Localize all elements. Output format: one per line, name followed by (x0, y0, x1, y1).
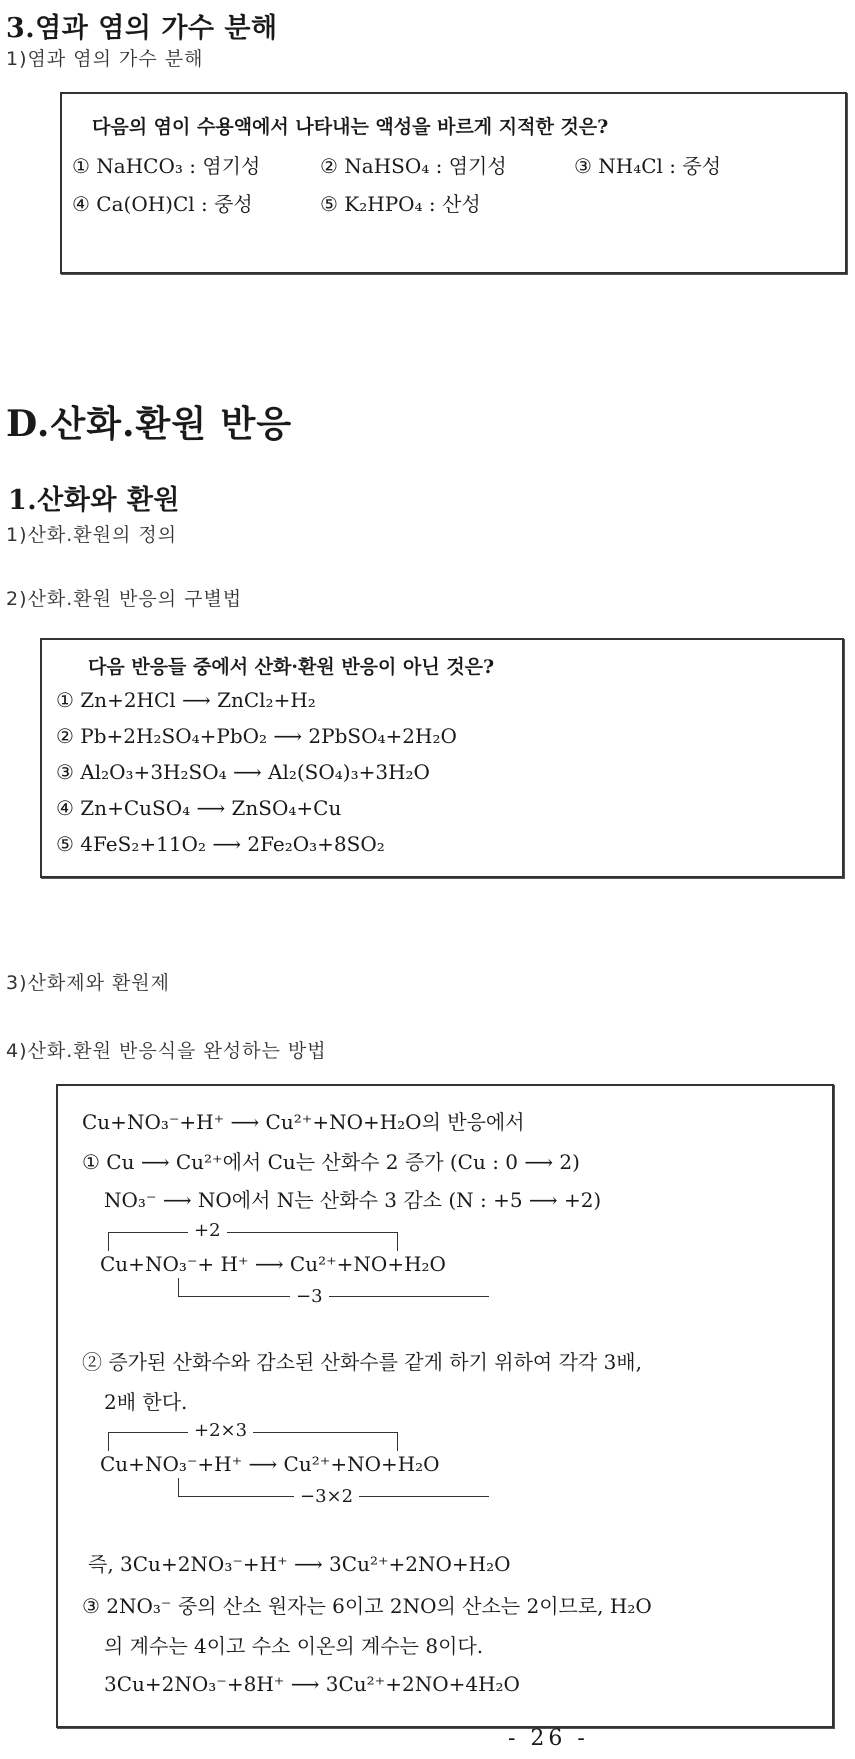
bracket-decrease-1 (178, 1278, 489, 1297)
bracket-decrease-label-1: −3 (290, 1286, 329, 1307)
section-d-title: D.산화.환원 반응 (6, 403, 293, 445)
section-3-subtitle: 1)염과 염의 가수 분해 (6, 48, 204, 70)
bracket-decrease-label-2: −3×2 (294, 1486, 359, 1507)
page-number: - 26 - (508, 1726, 589, 1751)
section-d-subtitle: 1.산화와 환원 (8, 485, 180, 516)
item-3-heading: 3)산화제와 환원제 (6, 972, 171, 994)
example-box (56, 1084, 834, 1728)
example-line-9: 3Cu+2NO₃⁻+8H⁺ ⟶ 3Cu²⁺+2NO+4H₂O (104, 1672, 520, 1696)
section-3-title: 3.염과 염의 가수 분해 (6, 13, 278, 44)
bracket-increase-label-2: +2×3 (188, 1420, 253, 1441)
item-2-heading: 2)산화.환원 반응의 구별법 (6, 588, 243, 610)
q1-option-5: ⑤ K₂HPO₄ : 산성 (320, 192, 481, 216)
bracket-increase-label-1: +2 (188, 1220, 227, 1241)
example-line-6: 즉, 3Cu+2NO₃⁻+H⁺ ⟶ 3Cu²⁺+2NO+H₂O (88, 1552, 511, 1576)
example-line-1: Cu+NO₃⁻+H⁺ ⟶ Cu²⁺+NO+H₂O의 반응에서 (82, 1110, 525, 1134)
example-line-2: ① Cu ⟶ Cu²⁺에서 Cu는 산화수 2 증가 (Cu : 0 ⟶ 2) (82, 1150, 580, 1174)
q1-option-3: ③ NH₄Cl : 중성 (574, 154, 722, 178)
example-line-3: NO₃⁻ ⟶ NO에서 N는 산화수 3 감소 (N : +5 ⟶ +2) (104, 1188, 602, 1212)
q2-line-5: ⑤ 4FeS₂+11O₂ ⟶ 2Fe₂O₃+8SO₂ (56, 832, 385, 856)
q1-option-4: ④ Ca(OH)Cl : 중성 (72, 192, 253, 216)
q1-option-2: ② NaHSO₄ : 염기성 (320, 154, 507, 178)
example-line-8: 의 계수는 4이고 수소 이온의 계수는 8이다. (104, 1634, 484, 1658)
q1-option-1: ① NaHCO₃ : 염기성 (72, 154, 261, 178)
q2-line-1: ① Zn+2HCl ⟶ ZnCl₂+H₂ (56, 688, 316, 712)
question-box-2 (40, 638, 844, 878)
question-1-text: 다음의 염이 수용액에서 나타내는 액성을 바르게 지적한 것은? (92, 116, 609, 138)
reaction-diagram-1: Cu+NO₃⁻+ H⁺ ⟶ Cu²⁺+NO+H₂O (100, 1252, 446, 1276)
question-box-1 (60, 92, 847, 274)
q2-line-3: ③ Al₂O₃+3H₂SO₄ ⟶ Al₂(SO₄)₃+3H₂O (56, 760, 430, 784)
q2-line-2: ② Pb+2H₂SO₄+PbO₂ ⟶ 2PbSO₄+2H₂O (56, 724, 457, 748)
bracket-increase-1 (108, 1232, 398, 1251)
example-line-7: ③ 2NO₃⁻ 중의 산소 원자는 6이고 2NO의 산소는 2이므로, H₂O (82, 1594, 652, 1618)
example-line-4: ② 증가된 산화수와 감소된 산화수를 같게 하기 위하여 각각 3배, (82, 1350, 642, 1374)
reaction-diagram-2: Cu+NO₃⁻+H⁺ ⟶ Cu²⁺+NO+H₂O (100, 1452, 440, 1476)
item-1-heading: 1)산화.환원의 정의 (6, 524, 178, 546)
question-2-text: 다음 반응들 중에서 산화·환원 반응이 아닌 것은? (88, 656, 495, 678)
item-4-heading: 4)산화.환원 반응식을 완성하는 방법 (6, 1040, 327, 1062)
q2-line-4: ④ Zn+CuSO₄ ⟶ ZnSO₄+Cu (56, 796, 342, 820)
example-line-5: 2배 한다. (104, 1390, 188, 1414)
